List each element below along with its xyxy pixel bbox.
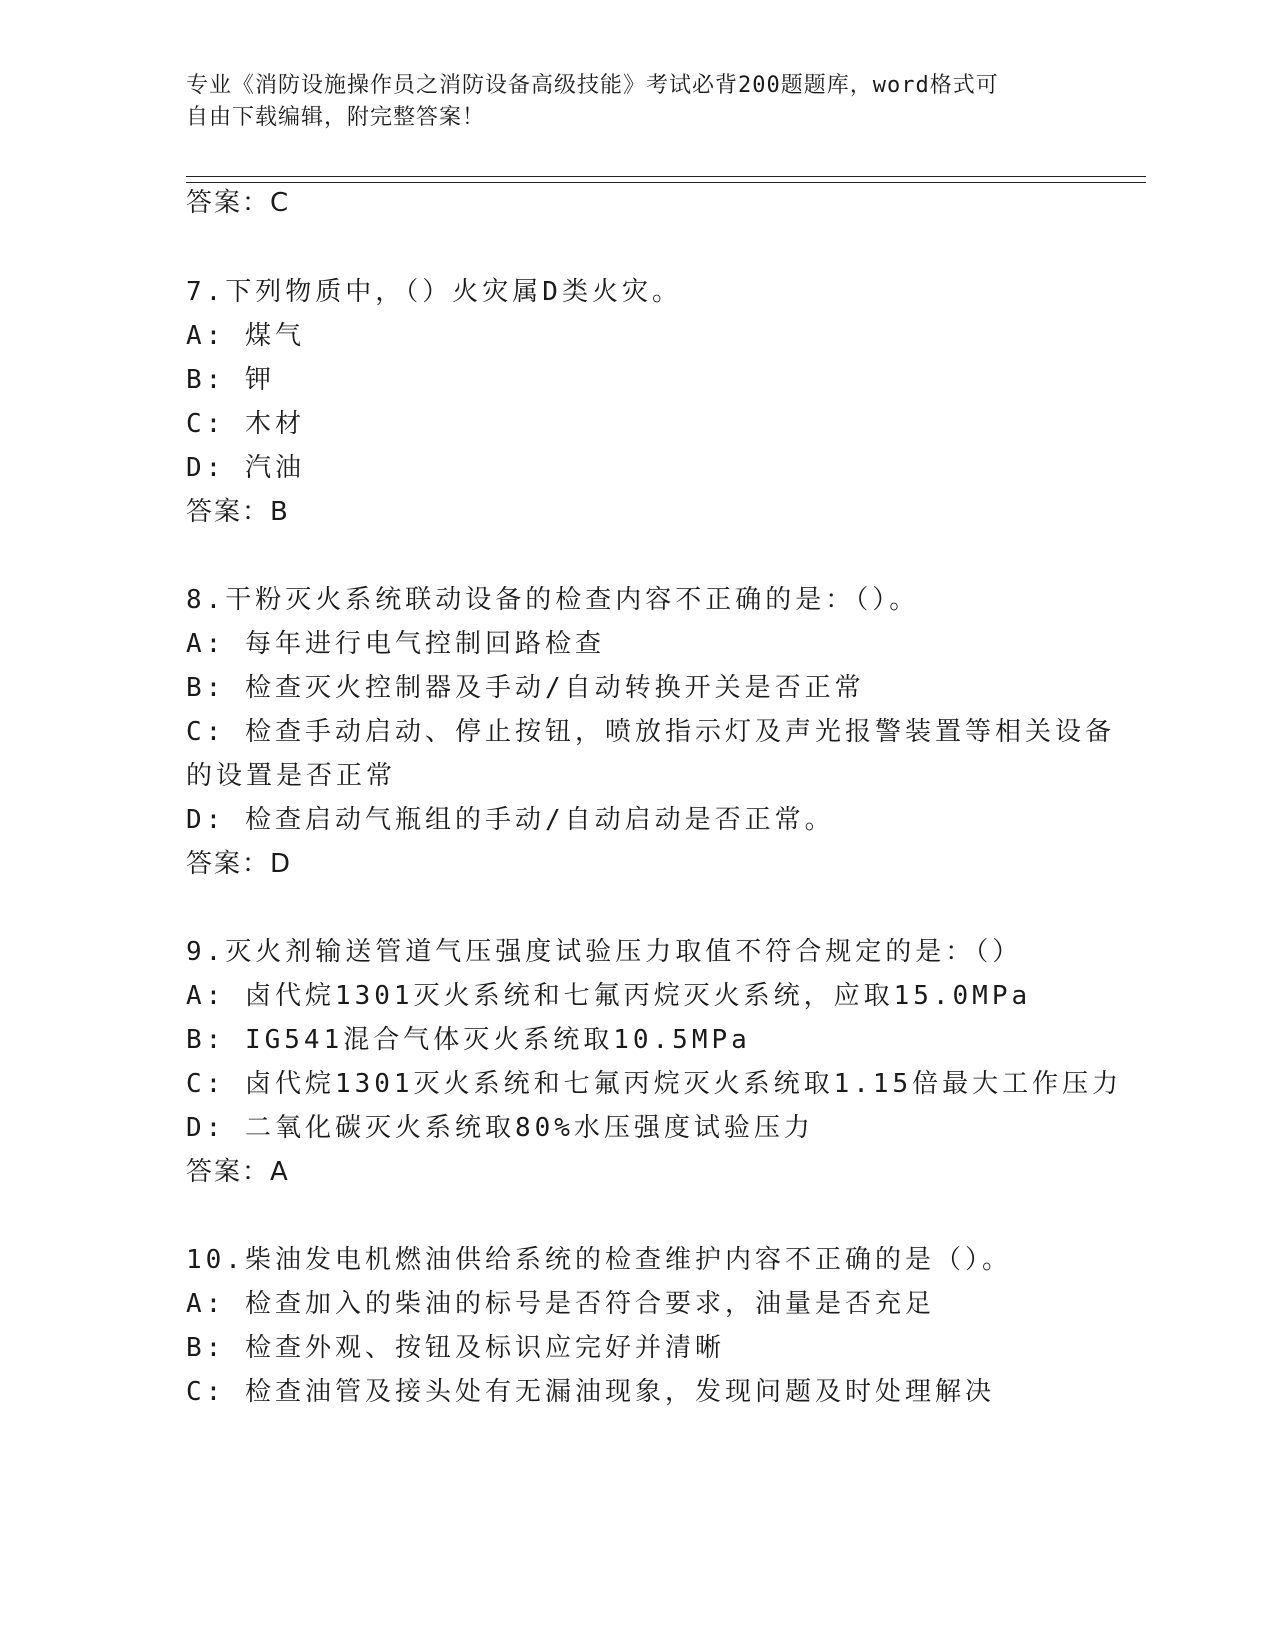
header-line-2: 自由下载编辑，附完整答案！ <box>186 105 486 130</box>
document-header <box>186 70 1066 134</box>
question-9-option-d: D: 二氧化碳灭火系统取80%水压强度试验压力 <box>186 1113 814 1143</box>
question-9-option-c: C: 卤代烷1301灭火系统和七氟丙烷灭火系统取1.15倍最大工作压力 <box>186 1069 1123 1099</box>
question-8-stem: 8.干粉灭火系统联动设备的检查内容不正确的是：（）。 <box>186 585 920 615</box>
header-line-1: 专业《消防设施操作员之消防设备高级技能》考试必背200题题库，word格式可 <box>186 73 999 98</box>
question-7-option-d: D: 汽油 <box>186 453 305 483</box>
question-10-option-c: C: 检查油管及接头处有无漏油现象，发现问题及时处理解决 <box>186 1377 995 1407</box>
question-10-stem: 10.柴油发电机燃油供给系统的检查维护内容不正确的是（）。 <box>186 1245 1012 1275</box>
header-divider-top <box>186 176 1146 177</box>
question-7-stem: 7.下列物质中，（）火灾属D类火灾。 <box>186 277 682 307</box>
question-7-option-a: A: 煤气 <box>186 321 305 351</box>
question-8-option-c: C: 检查手动启动、停止按钮，喷放指示灯及声光报警装置等相关设备 <box>186 717 1115 747</box>
question-9-option-a: A: 卤代烷1301灭火系统和七氟丙烷灭火系统，应取15.0MPa <box>186 981 1032 1011</box>
question-9-stem: 9.灭火剂输送管道气压强度试验压力取值不符合规定的是：（） <box>186 937 1023 967</box>
question-8-option-a: A: 每年进行电气控制回路检查 <box>186 629 605 659</box>
question-10-option-b: B: 检查外观、按钮及标识应完好并清晰 <box>186 1333 725 1363</box>
question-9-option-b: B: IG541混合气体灭火系统取10.5MPa <box>186 1025 751 1055</box>
answer-prev: 答案：C <box>186 188 291 218</box>
question-9-answer: 答案：A <box>186 1157 290 1187</box>
question-10-option-a: A: 检查加入的柴油的标号是否符合要求，油量是否充足 <box>186 1289 935 1319</box>
question-7-option-b: B: 钾 <box>186 365 275 395</box>
question-8-answer: 答案：D <box>186 849 293 879</box>
question-8-option-b: B: 检查灭火控制器及手动/自动转换开关是否正常 <box>186 673 865 703</box>
question-7-answer: 答案：B <box>186 497 290 527</box>
question-8-option-d: D: 检查启动气瓶组的手动/自动启动是否正常。 <box>186 805 835 835</box>
question-7-option-c: C: 木材 <box>186 409 305 439</box>
question-8-option-c-cont: 的设置是否正常 <box>186 761 397 791</box>
header-divider-bottom <box>186 182 1146 183</box>
